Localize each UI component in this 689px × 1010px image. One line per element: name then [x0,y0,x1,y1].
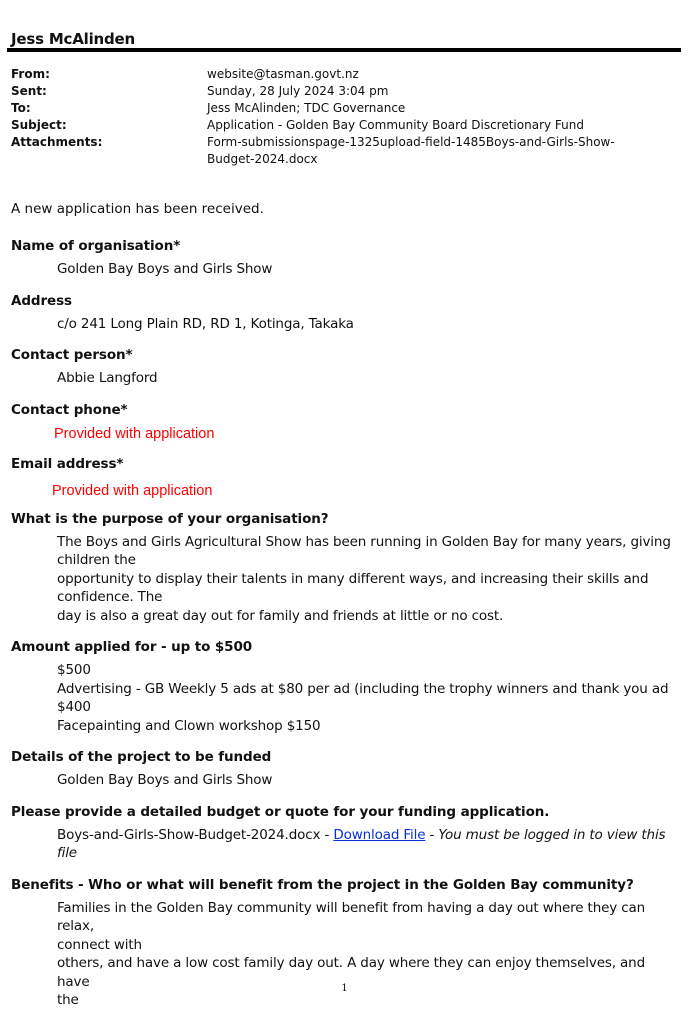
field-address [11,292,681,334]
field-value: Golden Bay Boys and Girls Show [57,261,273,277]
login-note: You must be logged in to view this [438,826,666,843]
field-label: Benefits - Who or what will benefit from the project in the Golden Bay community? [11,876,634,893]
value-line: Facepainting and Clown workshop $150 [57,717,321,734]
value-line: opportunity to display their talents in many different ways, and increasing their skills and [57,570,649,587]
field-amount [11,638,681,735]
field-label: Please provide a detailed budget or quote for your funding application. [11,803,550,820]
value-line: day is also a great day out for family and friends at little or no cost. [57,607,504,624]
value-line: $400 [57,699,91,715]
application-fields [11,237,681,1010]
field-email-address [11,455,681,500]
field-value: Abbie Langford [57,370,158,386]
value-line: children the [57,552,136,568]
value-line: Advertising - GB Weekly 5 ads at $80 per ad (including the trophy winners and thank you ad [57,680,669,697]
download-file-link[interactable]: Download File [333,826,426,843]
header-row-sent [11,83,671,100]
login-note-continued: file [57,845,77,861]
header-row-subject [11,117,671,134]
header-value-attachments [207,134,671,168]
field-value: Golden Bay Boys and Girls Show [57,772,273,788]
header-label-sent: Sent: [11,84,47,98]
budget-separator: - [425,826,439,843]
field-value [57,826,681,863]
field-label: Contact person* [11,347,133,363]
field-label: Email address* [11,455,124,472]
value-line: The Boys and Girls Agricultural Show has been running in Golden Bay for many years, giving [57,533,671,550]
value-line: confidence. The [57,589,163,605]
header-value-subject: Application - Golden Bay Community Board Discretionary Fund [207,118,584,132]
attachment-name-line-1: Form-submissionspage-1325upload-field-1485Boys-and-Girls-Show- [207,135,615,149]
field-label: What is the purpose of your organisation? [11,510,329,527]
field-purpose [11,510,681,626]
header-label-to: To: [11,101,31,115]
header-value-to: Jess McAlinden; TDC Governance [207,101,406,115]
field-label: Amount applied for - up to $500 [11,639,253,655]
header-label-subject: Subject: [11,118,67,132]
header-row-from [11,66,671,83]
field-org-name [11,237,681,279]
value-line: $500 [57,662,91,678]
header-row-attachments [11,134,671,168]
field-value [57,661,681,735]
value-line [57,826,681,845]
intro-text: A new application has been received. [11,201,264,217]
redacted-value: Provided with application [54,425,215,442]
page-number: 1 [341,983,348,994]
email-headers [11,66,671,168]
field-label: Name of organisation* [11,238,181,254]
value-line: Families in the Golden Bay community will benefit from having a day out where they can relax, [57,899,646,934]
field-project [11,748,681,790]
field-budget [11,803,681,863]
sender-name: Jess McAlinden [11,30,136,48]
header-value-sent: Sunday, 28 July 2024 3:04 pm [207,84,389,98]
redacted-value: Provided with application [52,482,213,499]
value-line: connect with [57,936,142,953]
field-contact-person [11,346,681,388]
header-label-attachments: Attachments: [11,135,103,149]
field-value [57,533,681,626]
budget-file-name: Boys-and-Girls-Show-Budget-2024.docx - [57,826,334,843]
header-value-from: website@tasman.govt.nz [207,67,359,81]
field-value: c/o 241 Long Plain RD, RD 1, Kotinga, Takaka [57,315,354,332]
value-line: others, and have a low cost family day out. A day where they can enjoy themselves, and have [57,955,646,990]
value-line: the [57,992,79,1008]
field-label: Details of the project to be funded [11,749,272,765]
field-label: Contact phone* [11,401,128,418]
header-label-from: From: [11,67,50,81]
header-row-to [11,100,671,117]
attachment-name-line-2: Budget-2024.docx [207,152,318,166]
header-divider [7,48,681,52]
field-contact-phone [11,401,681,443]
field-label: Address [11,292,72,309]
